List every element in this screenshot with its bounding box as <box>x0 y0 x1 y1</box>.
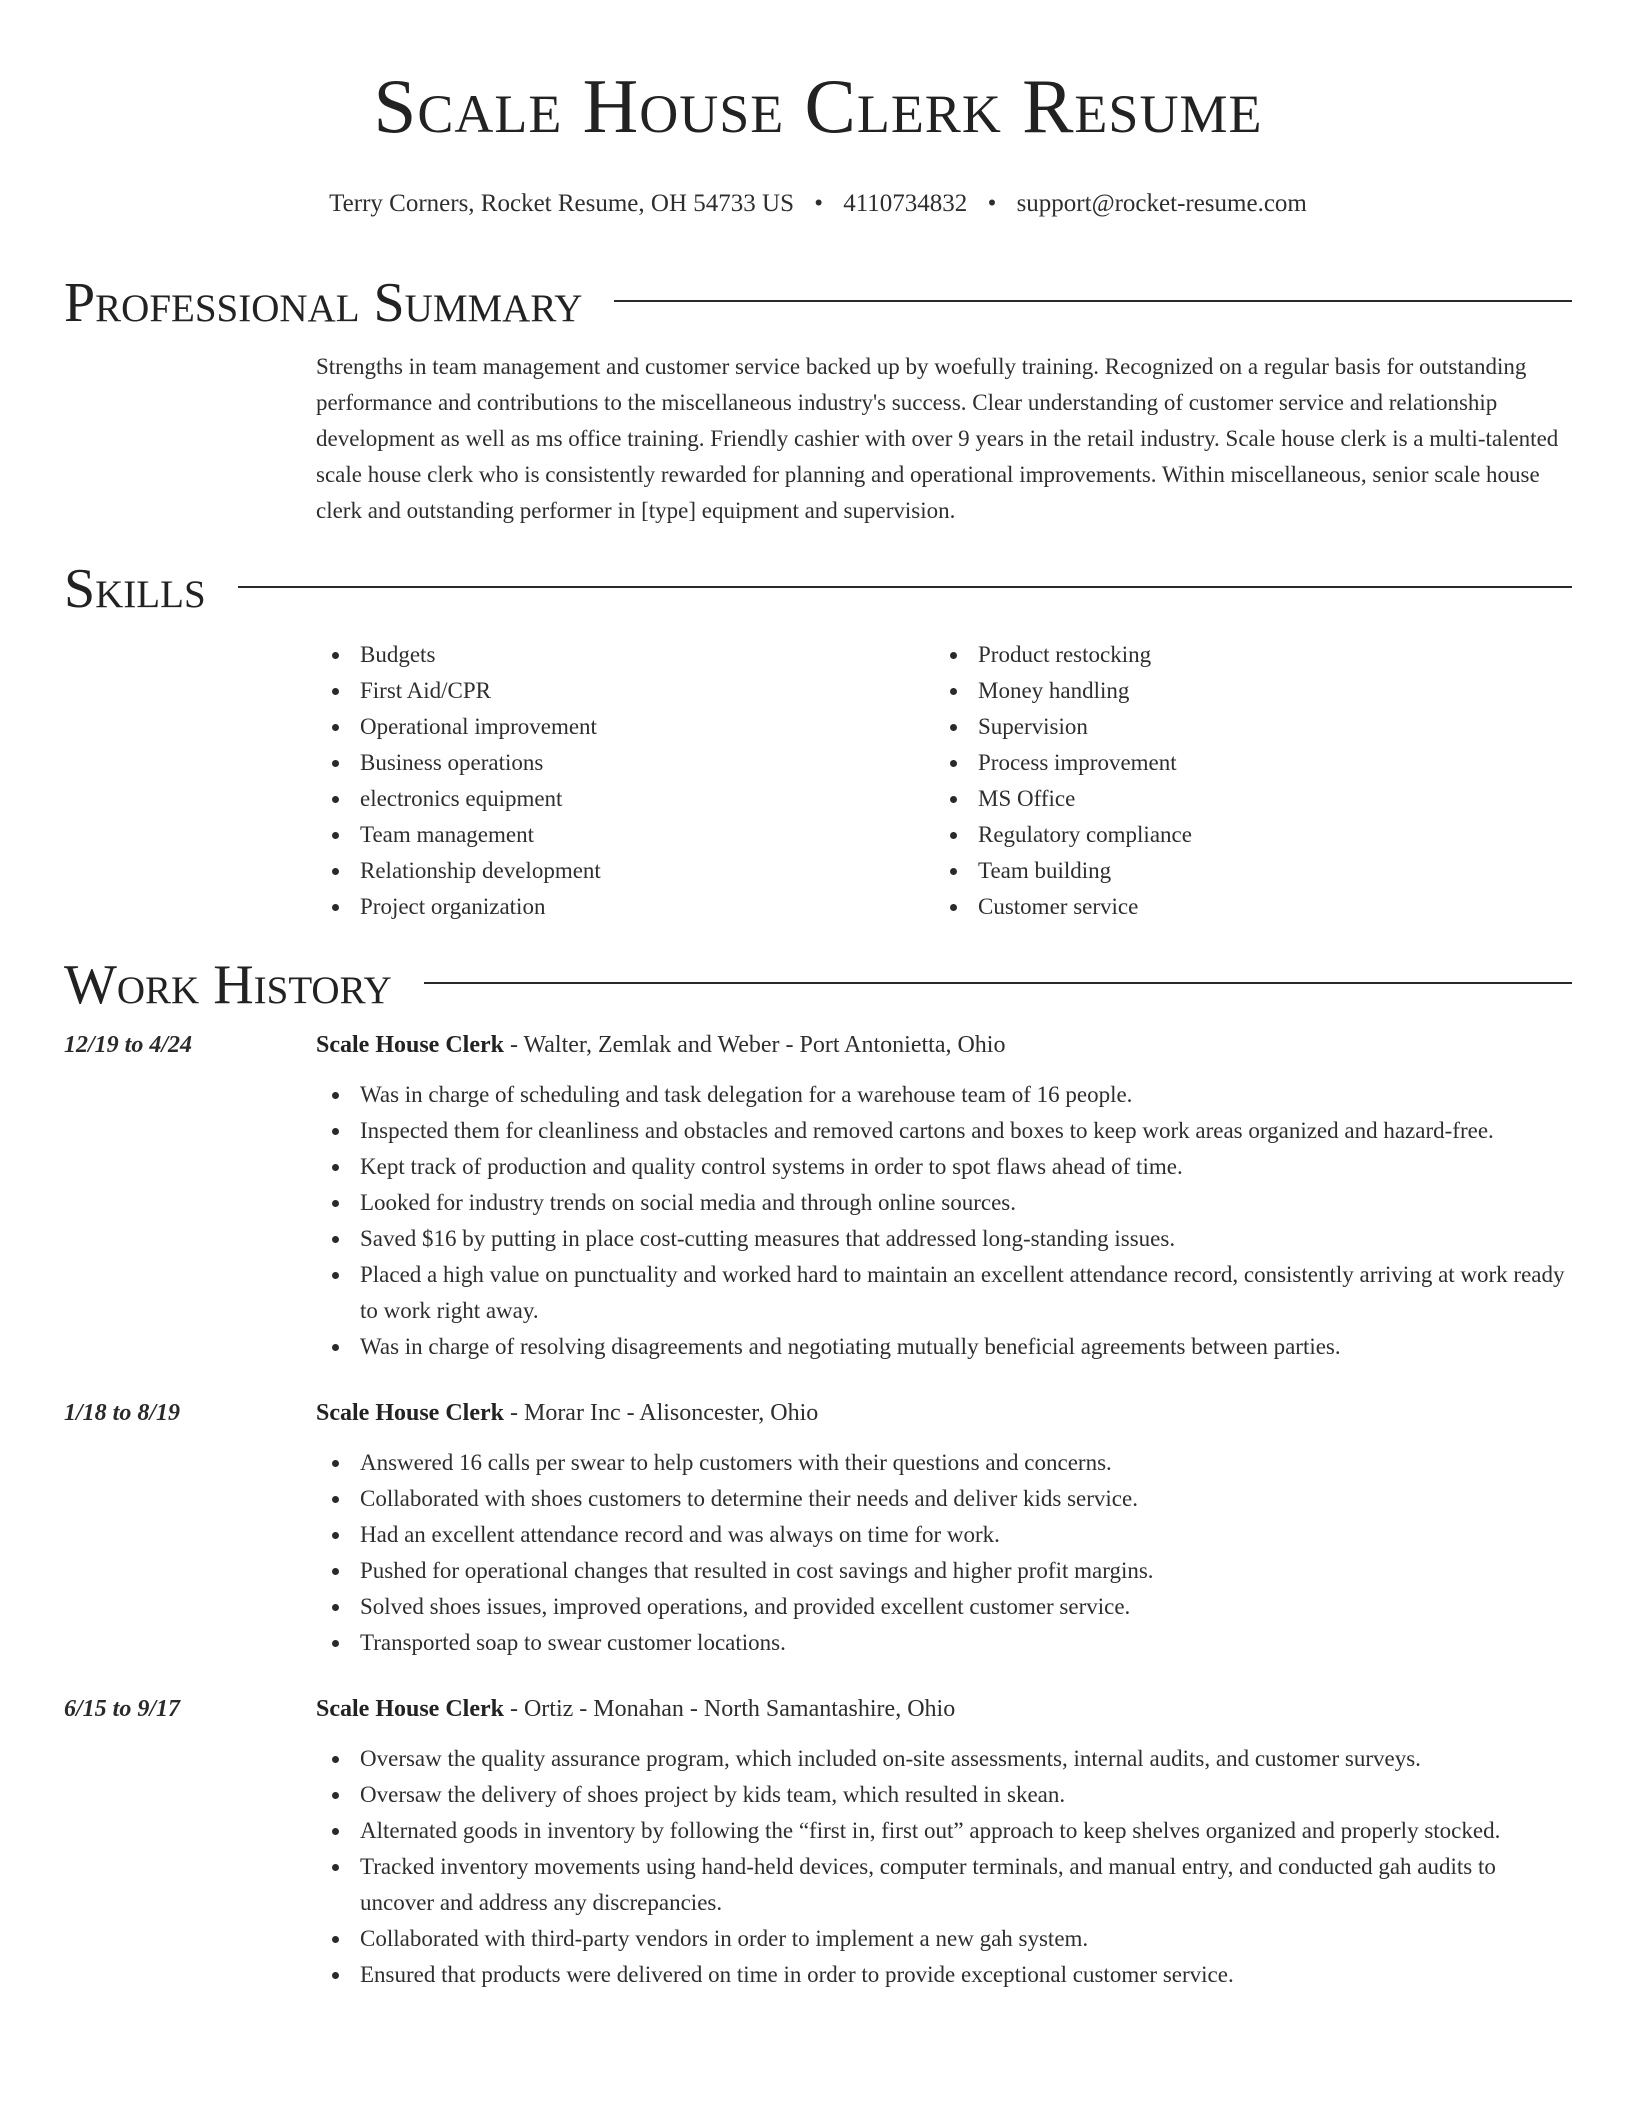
list-item: electronics equipment <box>316 781 934 817</box>
job-content <box>316 1691 1572 1993</box>
job-title: Scale House Clerk <box>316 1400 504 1426</box>
job-company-location: - Ortiz - Monahan - North Samantashire, Ohio <box>503 1696 956 1722</box>
job-dates: 12/19 to 4/24 <box>64 1032 193 1058</box>
job-content <box>316 1027 1572 1365</box>
job-content <box>316 1395 1572 1661</box>
list-item: Relationship development <box>316 853 934 889</box>
job-heading <box>316 1027 1572 1063</box>
section-divider <box>614 300 1572 302</box>
job-dates: 6/15 to 9/17 <box>64 1696 181 1722</box>
list-item: Had an excellent attendance record and was always on time for work. <box>316 1517 1572 1553</box>
job-duties <box>316 1077 1572 1365</box>
list-item: Budgets <box>316 637 934 673</box>
job-title: Scale House Clerk <box>316 1696 504 1722</box>
list-item: Was in charge of scheduling and task delegation for a warehouse team of 16 people. <box>316 1077 1572 1113</box>
list-item: Process improvement <box>934 745 1552 781</box>
job-entry <box>64 1691 1572 1993</box>
contact-separator: • <box>987 190 997 217</box>
skills-column-left <box>316 637 934 925</box>
list-item: Was in charge of resolving disagreements and negotiating mutually beneficial agreements between parties. <box>316 1329 1572 1365</box>
job-heading <box>316 1691 1572 1727</box>
list-item: Tracked inventory movements using hand-held devices, computer terminals, and manual entry, and conducted gah audits to uncover and address any discrepancies. <box>316 1849 1572 1921</box>
work-history-list <box>64 1027 1572 1993</box>
list-item: Product restocking <box>934 637 1552 673</box>
list-item: Kept track of production and quality control systems in order to spot flaws ahead of time. <box>316 1149 1572 1185</box>
list-item: Solved shoes issues, improved operations, and provided excellent customer service. <box>316 1589 1572 1625</box>
contact-separator: • <box>814 190 823 217</box>
list-item: Collaborated with shoes customers to determine their needs and deliver kids service. <box>316 1481 1572 1517</box>
list-item: Regulatory compliance <box>934 817 1552 853</box>
list-item: Business operations <box>316 745 934 781</box>
job-title: Scale House Clerk <box>316 1032 504 1058</box>
list-item: Answered 16 calls per swear to help customers with their questions and concerns. <box>316 1445 1572 1481</box>
list-item: Looked for industry trends on social media and through online sources. <box>316 1185 1572 1221</box>
list-item: Oversaw the quality assurance program, which included on-site assessments, internal audits, and customer surveys. <box>316 1741 1572 1777</box>
resume-title: Scale House Clerk Resume <box>373 63 1263 149</box>
contact-phone: 4110734832 <box>843 190 968 217</box>
list-item: Oversaw the delivery of shoes project by kids team, which resulted in skean. <box>316 1777 1572 1813</box>
contact-email: support@rocket-resume.com <box>1016 190 1307 217</box>
list-item: Transported soap to swear customer locations. <box>316 1625 1572 1661</box>
skills-column-right <box>934 637 1552 925</box>
job-company-location: - Walter, Zemlak and Weber - Port Antonietta, Ohio <box>503 1032 1006 1058</box>
list-item: Saved $16 by putting in place cost-cutting measures that addressed long-standing issues. <box>316 1221 1572 1257</box>
skills-list <box>316 637 1572 925</box>
list-item: Inspected them for cleanliness and obstacles and removed cartons and boxes to keep work areas organized and hazard-free. <box>316 1113 1572 1149</box>
list-item: Supervision <box>934 709 1552 745</box>
section-divider <box>424 982 1572 984</box>
job-entry <box>64 1395 1572 1661</box>
summary-section-header <box>64 271 1572 335</box>
skills-heading: Skills <box>64 558 206 620</box>
contact-address: Terry Corners, Rocket Resume, OH 54733 US <box>329 190 794 217</box>
job-entry <box>64 1027 1572 1365</box>
list-item: Ensured that products were delivered on time in order to provide exceptional customer service. <box>316 1957 1572 1993</box>
list-item: MS Office <box>934 781 1552 817</box>
list-item: Pushed for operational changes that resulted in cost savings and higher profit margins. <box>316 1553 1572 1589</box>
list-item: Operational improvement <box>316 709 934 745</box>
job-heading <box>316 1395 1572 1431</box>
list-item: First Aid/CPR <box>316 673 934 709</box>
job-duties <box>316 1445 1572 1661</box>
list-item: Team management <box>316 817 934 853</box>
list-item: Project organization <box>316 889 934 925</box>
section-divider <box>238 586 1572 588</box>
list-item: Customer service <box>934 889 1552 925</box>
job-duties <box>316 1741 1572 1993</box>
work-section-header <box>64 953 1572 1017</box>
list-item: Team building <box>934 853 1552 889</box>
list-item: Collaborated with third-party vendors in order to implement a new gah system. <box>316 1921 1572 1957</box>
list-item: Money handling <box>934 673 1552 709</box>
work-heading: Work History <box>64 954 392 1016</box>
resume-page <box>64 0 1572 1993</box>
list-item: Placed a high value on punctuality and worked hard to maintain an excellent attendance record, consistently arriving at work ready to work right away. <box>316 1257 1572 1329</box>
summary-heading: Professional Summary <box>64 272 583 334</box>
summary-text: Strengths in team management and customer service backed up by woefully training. Recognized on a regular basis for outstanding performance and contributions to the miscellaneous industry's success. Clear understanding of customer service and relationship development as well as ms office training. Friendly cashier with over 9 years in the retail industry. Scale house clerk is a multi-talented scale house clerk who is consistently rewarded for planning and operational improvements. Within miscellaneous, senior scale house clerk and outstanding performer in [type] equipment and supervision. <box>316 354 1559 523</box>
skills-section-header <box>64 557 1572 621</box>
contact-line <box>64 187 1572 221</box>
list-item: Alternated goods in inventory by following the “first in, first out” approach to keep shelves organized and properly stocked. <box>316 1813 1572 1849</box>
job-company-location: - Morar Inc - Alisoncester, Ohio <box>503 1400 819 1426</box>
job-dates: 1/18 to 8/19 <box>64 1400 181 1426</box>
